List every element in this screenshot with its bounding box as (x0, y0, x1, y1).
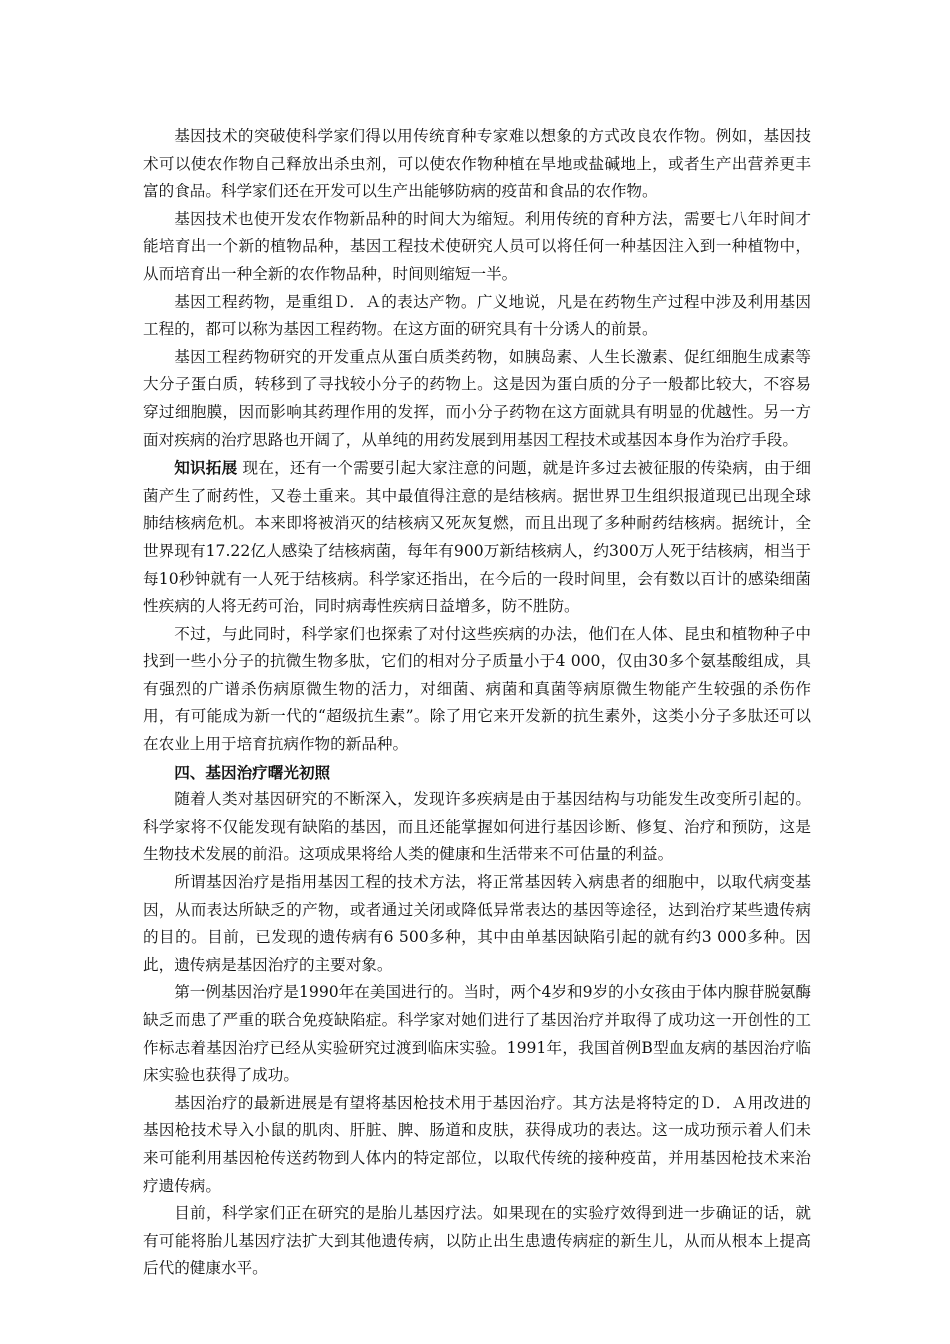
paragraph-breeding-time: 基因技术也使开发农作物新品种的时间大为缩短。利用传统的育种方法，需要七八年时间才能培育出一个新的植物品种，基因工程技术使研究人员可以将任何一种基因注入到一种植物中，从而培育出一种全新的农作物品种，时间则缩短一半。 (143, 209, 811, 283)
section-heading: 四、基因治疗曙光初照 (174, 762, 331, 782)
paragraph-gene-therapy-definition: 所谓基因治疗是指用基因工程的技术方法，将正常基因转入病患者的细胞中，以取代病变基因，从而表达所缺乏的产物，或者通过关闭或降低异常表达的基因等途径，达到治疗某些遗传病的目的。目前，已发现的遗传病有6 500多种，其中由单基因缺陷引起的就有约3 000多种。因此，遗传病是基因治疗的主要对象。 (143, 873, 811, 974)
knowledge-extension-label: 知识拓展 (174, 458, 238, 478)
paragraph-genetic-drugs: 基因工程药物，是重组Ｄ．Ａ的表达产物。广义地说，凡是在药物生产过程中涉及利用基因工程的，都可以称为基因工程药物。在这方面的研究具有十分诱人的前景。 (143, 292, 811, 339)
knowledge-extension-text: 现在，还有一个需要引起大家注意的问题，就是许多过去被征服的传染病，由于细菌产生了耐药性，又卷土重来。其中最值得注意的是结核病。据世界卫生组织报道现已出现全球肺结核病危机。本来即将被消灭的结核病又死灰复燃，而且出现了多种耐药结核病。据统计，全世界现有17.22亿人感染了结核病菌，每年有900万新结核病人，约300万人死于结核病，相当于每10秒钟就有一人死于结核病。科学家还指出，在今后的一段时间里，会有数以百计的感染细菌性疾病的人将无药可治，同时病毒性疾病日益增多，防不胜防。 (143, 459, 811, 616)
paragraph-drug-research: 基因工程药物研究的开发重点从蛋白质类药物，如胰岛素、人生长激素、促红细胞生成素等大分子蛋白质，转移到了寻找较小分子的药物上。这是因为蛋白质的分子一般都比较大，不容易穿过细胞膜，因而影响其药理作用的发挥，而小分子药物在这方面就具有明显的优越性。另一方面对疾病的治疗思路也开阔了，从单纯的用药发展到用基因工程技术或基因本身作为治疗手段。 (143, 347, 811, 449)
paragraph-fetal-gene-therapy: 目前，科学家们正在研究的是胎儿基因疗法。如果现在的实验疗效得到进一步确证的话，就有可能将胎儿基因疗法扩大到其他遗传病，以防止出生患遗传病症的新生儿，从而从根本上提高后代的健康水平。 (143, 1204, 811, 1278)
paragraph-crop-improvement: 基因技术的突破使科学家们得以用传统育种专家难以想象的方式改良农作物。例如，基因技术可以使农作物自己释放出杀虫剂，可以使农作物种植在旱地或盐碱地上，或者生产出营养更丰富的食品。科学家们还在开发可以生产出能够防病的疫苗和食品的农作物。 (143, 127, 811, 201)
paragraph-gene-gun: 基因治疗的最新进展是有望将基因枪技术用于基因治疗。其方法是将特定的Ｄ．Ａ用改进的基因枪技术导入小鼠的肌肉、肝脏、脾、肠道和皮肤，获得成功的表达。这一成功预示着人们未来可能利用基因枪传送药物到人体内的特定部位，以取代传统的接种疫苗，并用基因枪技术来治疗遗传病。 (143, 1093, 811, 1195)
paragraph-antimicrobial-peptides: 不过，与此同时，科学家们也探索了对付这些疾病的办法，他们在人体、昆虫和植物种子中找到一些小分子的抗微生物多肽，它们的相对分子质量小于4 000，仅由30多个氨基酸组成，具有强烈的广谱杀伤病原微生物的活力，对细菌、病菌和真菌等病原微生物能产生较强的杀伤作用，有可能成为新一代的“超级抗生素”。除了用它来开发新的抗生素外，这类小分子多肽还可以在农业上用于培育抗病作物的新品种。 (143, 624, 811, 754)
paragraph-gene-research: 随着人类对基因研究的不断深入，发现许多疾病是由于基因结构与功能发生改变所引起的。科学家将不仅能发现有缺陷的基因，而且还能掌握如何进行基因诊断、修复、治疗和预防，这是生物技术发展的前沿。这项成果将给人类的健康和生活带来不可估量的利益。 (143, 790, 811, 864)
paragraph-knowledge-extension (143, 454, 811, 621)
document-body (143, 123, 811, 1283)
paragraph-first-gene-therapy: 第一例基因治疗是1990年在美国进行的。当时，两个4岁和9岁的小女孩由于体内腺苷脱氨酶缺乏而患了严重的联合免疫缺陷症。科学家对她们进行了基因治疗并取得了成功这一开创性的工作标志着基因治疗已经从实验研究过渡到临床实验。1991年，我国首例B型血友病的基因治疗临床实验也获得了成功。 (143, 983, 811, 1085)
